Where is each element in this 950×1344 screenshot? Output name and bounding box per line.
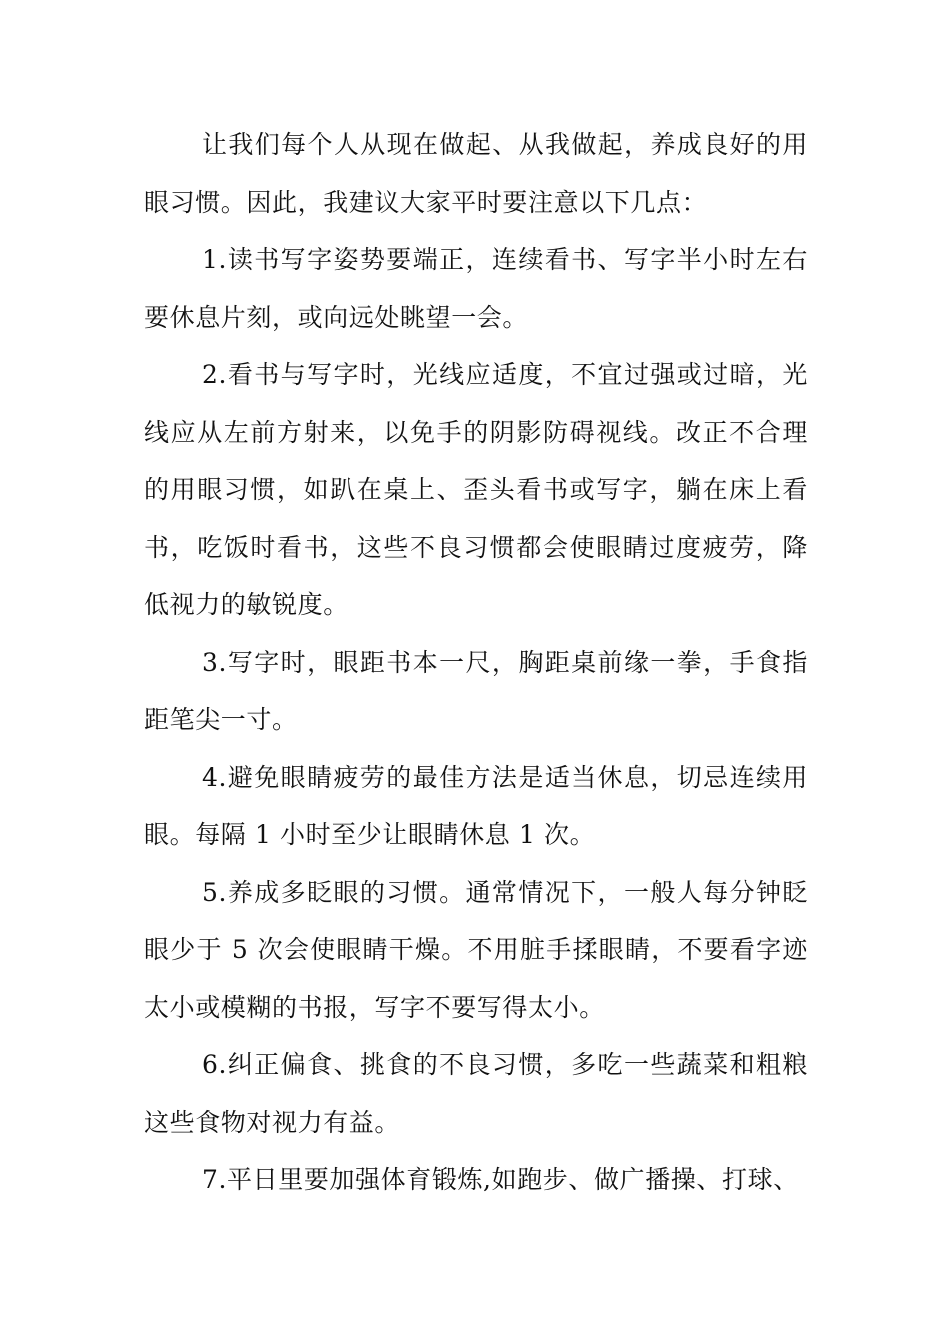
tip-paragraph-5: 5.养成多眨眼的习惯。通常情况下，一般人每分钟眨眼少于 5 次会使眼睛干燥。不用脏手揉眼睛，不要看字迹太小或模糊的书报，写字不要写得太小。 bbox=[144, 877, 808, 1022]
intro-paragraph: 让我们每个人从现在做起、从我做起，养成良好的用眼习惯。因此，我建议大家平时要注意以下几点： bbox=[144, 130, 808, 217]
tip-paragraph-1: 1.读书写字姿势要端正，连续看书、写字半小时左右要休息片刻，或向远处眺望一会。 bbox=[144, 245, 808, 332]
tip-paragraph-4: 4.避免眼睛疲劳的最佳方法是适当休息，切忌连续用眼。每隔 1 小时至少让眼睛休息 1 次。 bbox=[144, 762, 808, 849]
tip-paragraph-3: 3.写字时，眼距书本一尺，胸距桌前缘一拳，手食指距笔尖一寸。 bbox=[144, 647, 808, 734]
tip-paragraph-2: 2.看书与写字时，光线应适度，不宜过强或过暗，光线应从左前方射来，以免手的阴影防碍视线。改正不合理的用眼习惯，如趴在桌上、歪头看书或写字，躺在床上看书，吃饭时看书，这些不良习惯都会使眼睛过度疲劳，降低视力的敏锐度。 bbox=[144, 360, 808, 619]
document-body bbox=[144, 116, 808, 1209]
tip-paragraph-7: 7.平日里要加强体育锻炼,如跑步、做广播操、打球、 bbox=[202, 1165, 799, 1194]
tip-paragraph-6: 6.纠正偏食、挑食的不良习惯，多吃一些蔬菜和粗粮这些食物对视力有益。 bbox=[144, 1050, 808, 1137]
